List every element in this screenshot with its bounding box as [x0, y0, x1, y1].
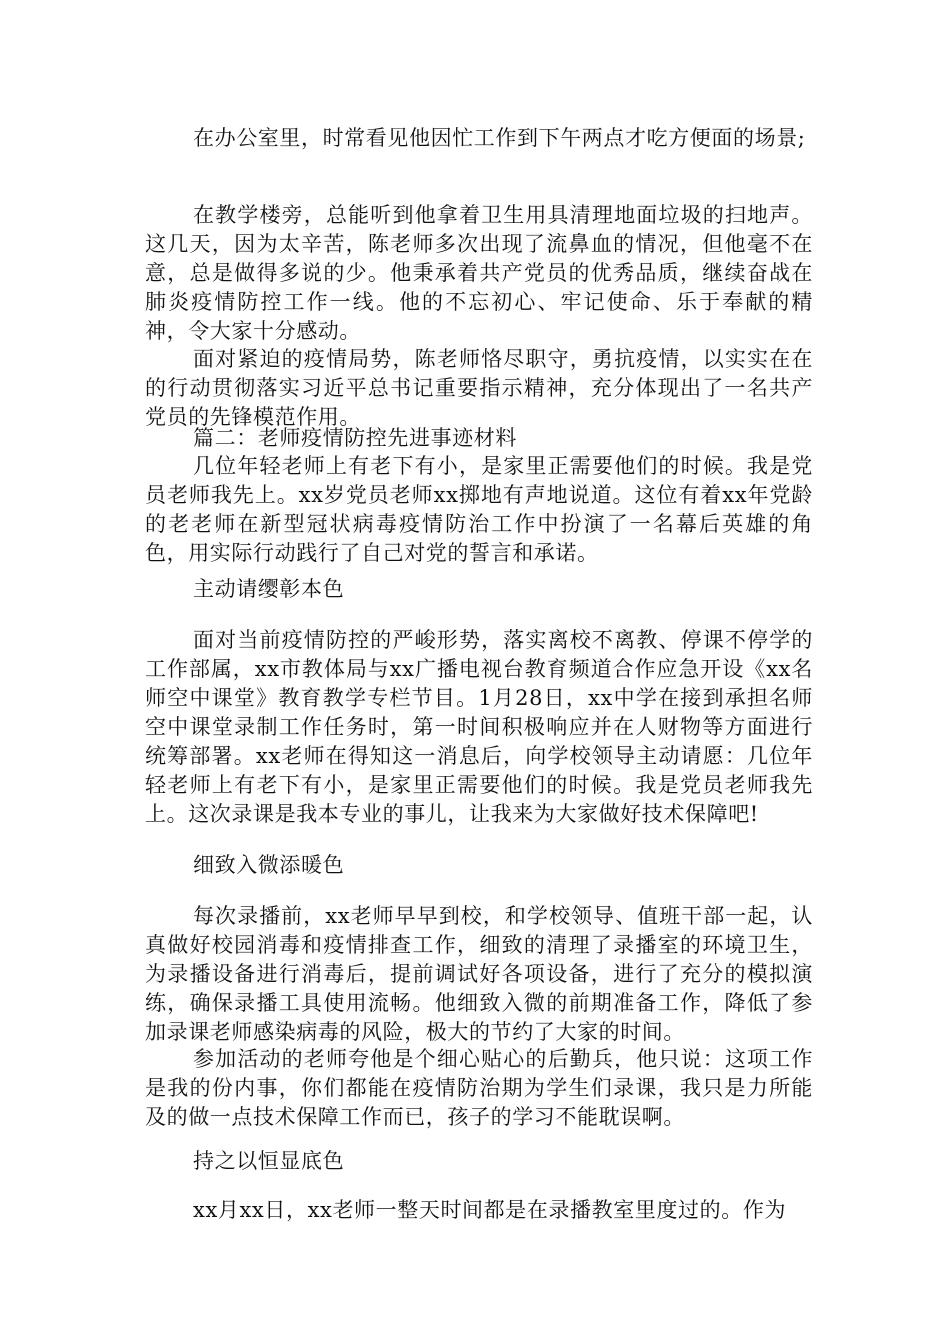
paragraph-office: 在办公室里，时常看见他因忙工作到下午两点才吃方便面的场景; — [193, 126, 806, 150]
paragraph-volunteer: 面对当前疫情防控的严峻形势，落实离校不离教、停课不停学的工作部属，xx市教体局与xx广播电视台教育频道合作应急开设《xx名师空中课堂》教育教学专栏节目。1月28日，xx中学在接到承担名师空中课堂录制工作任务时，第一时间积极响应并在人财物等方面进行统筹部署。xx老师在得知这一消息后，向学校领导主动请愿：几位年轻老师上有老下有小，是家里正需要他们的时候。我是党员老师我先上。这次录课是我本专业的事儿，让我来为大家做好技术保障吧! — [145, 628, 813, 826]
paragraph-meticulous: 每次录播前，xx老师早早到校，和学校领导、值班干部一起，认真做好校园消毒和疫情排查工作，细致的清理了录播室的环境卫生，为录播设备进行消毒后，提前调试好各项设备，进行了充分的模拟演练，确保录播工具使用流畅。他细致入微的前期准备工作，降低了参加录课老师感染病毒的风险，极大的节约了大家的时间。 — [145, 904, 813, 1044]
paragraph-teaching-building: 在教学楼旁，总能听到他拿着卫生用具清理地面垃圾的扫地声。这几天，因为太辛苦，陈老师多次出现了流鼻血的情况，但他毫不在意，总是做得多说的少。他秉承着共产党员的优秀品质，继续奋战在肺炎疫情防控工作一线。他的不忘初心、牢记使命、乐于奉献的精神，令大家十分感动。 — [145, 203, 813, 343]
subheading-meticulous: 细致入微添暖色 — [193, 853, 345, 877]
subheading-perseverance: 持之以恒显底色 — [193, 1149, 345, 1173]
paragraph-praise: 参加活动的老师夸他是个细心贴心的后勤兵，他只说：这项工作是我的份内事，你们都能在疫情防治期为学生们录课，我只是力所能及的做一点技术保障工作而已，孩子的学习不能耽误啊。 — [145, 1047, 813, 1129]
paragraph-perseverance: xx月xx日，xx老师一整天时间都是在录播教室里度过的。作为 — [193, 1198, 787, 1222]
paragraph-party-member: 几位年轻老师上有老下有小，是家里正需要他们的时候。我是党员老师我先上。xx岁党员老师xx掷地有声地说道。这位有着xx年党龄的老老师在新型冠状病毒疫情防治工作中扮演了一名幕后英雄的角色，用实际行动践行了自己对党的誓言和承诺。 — [145, 454, 813, 565]
section-title-part-two: 篇二：老师疫情防控先进事迹材料 — [193, 426, 517, 450]
paragraph-epidemic-situation: 面对紧迫的疫情局势，陈老师恪尽职守，勇抗疫情，以实实在在的行动贯彻落实习近平总书记重要指示精神，充分体现出了一名共产党员的先锋模范作用。 — [145, 347, 813, 429]
subheading-volunteer: 主动请缨彰本色 — [193, 577, 345, 601]
